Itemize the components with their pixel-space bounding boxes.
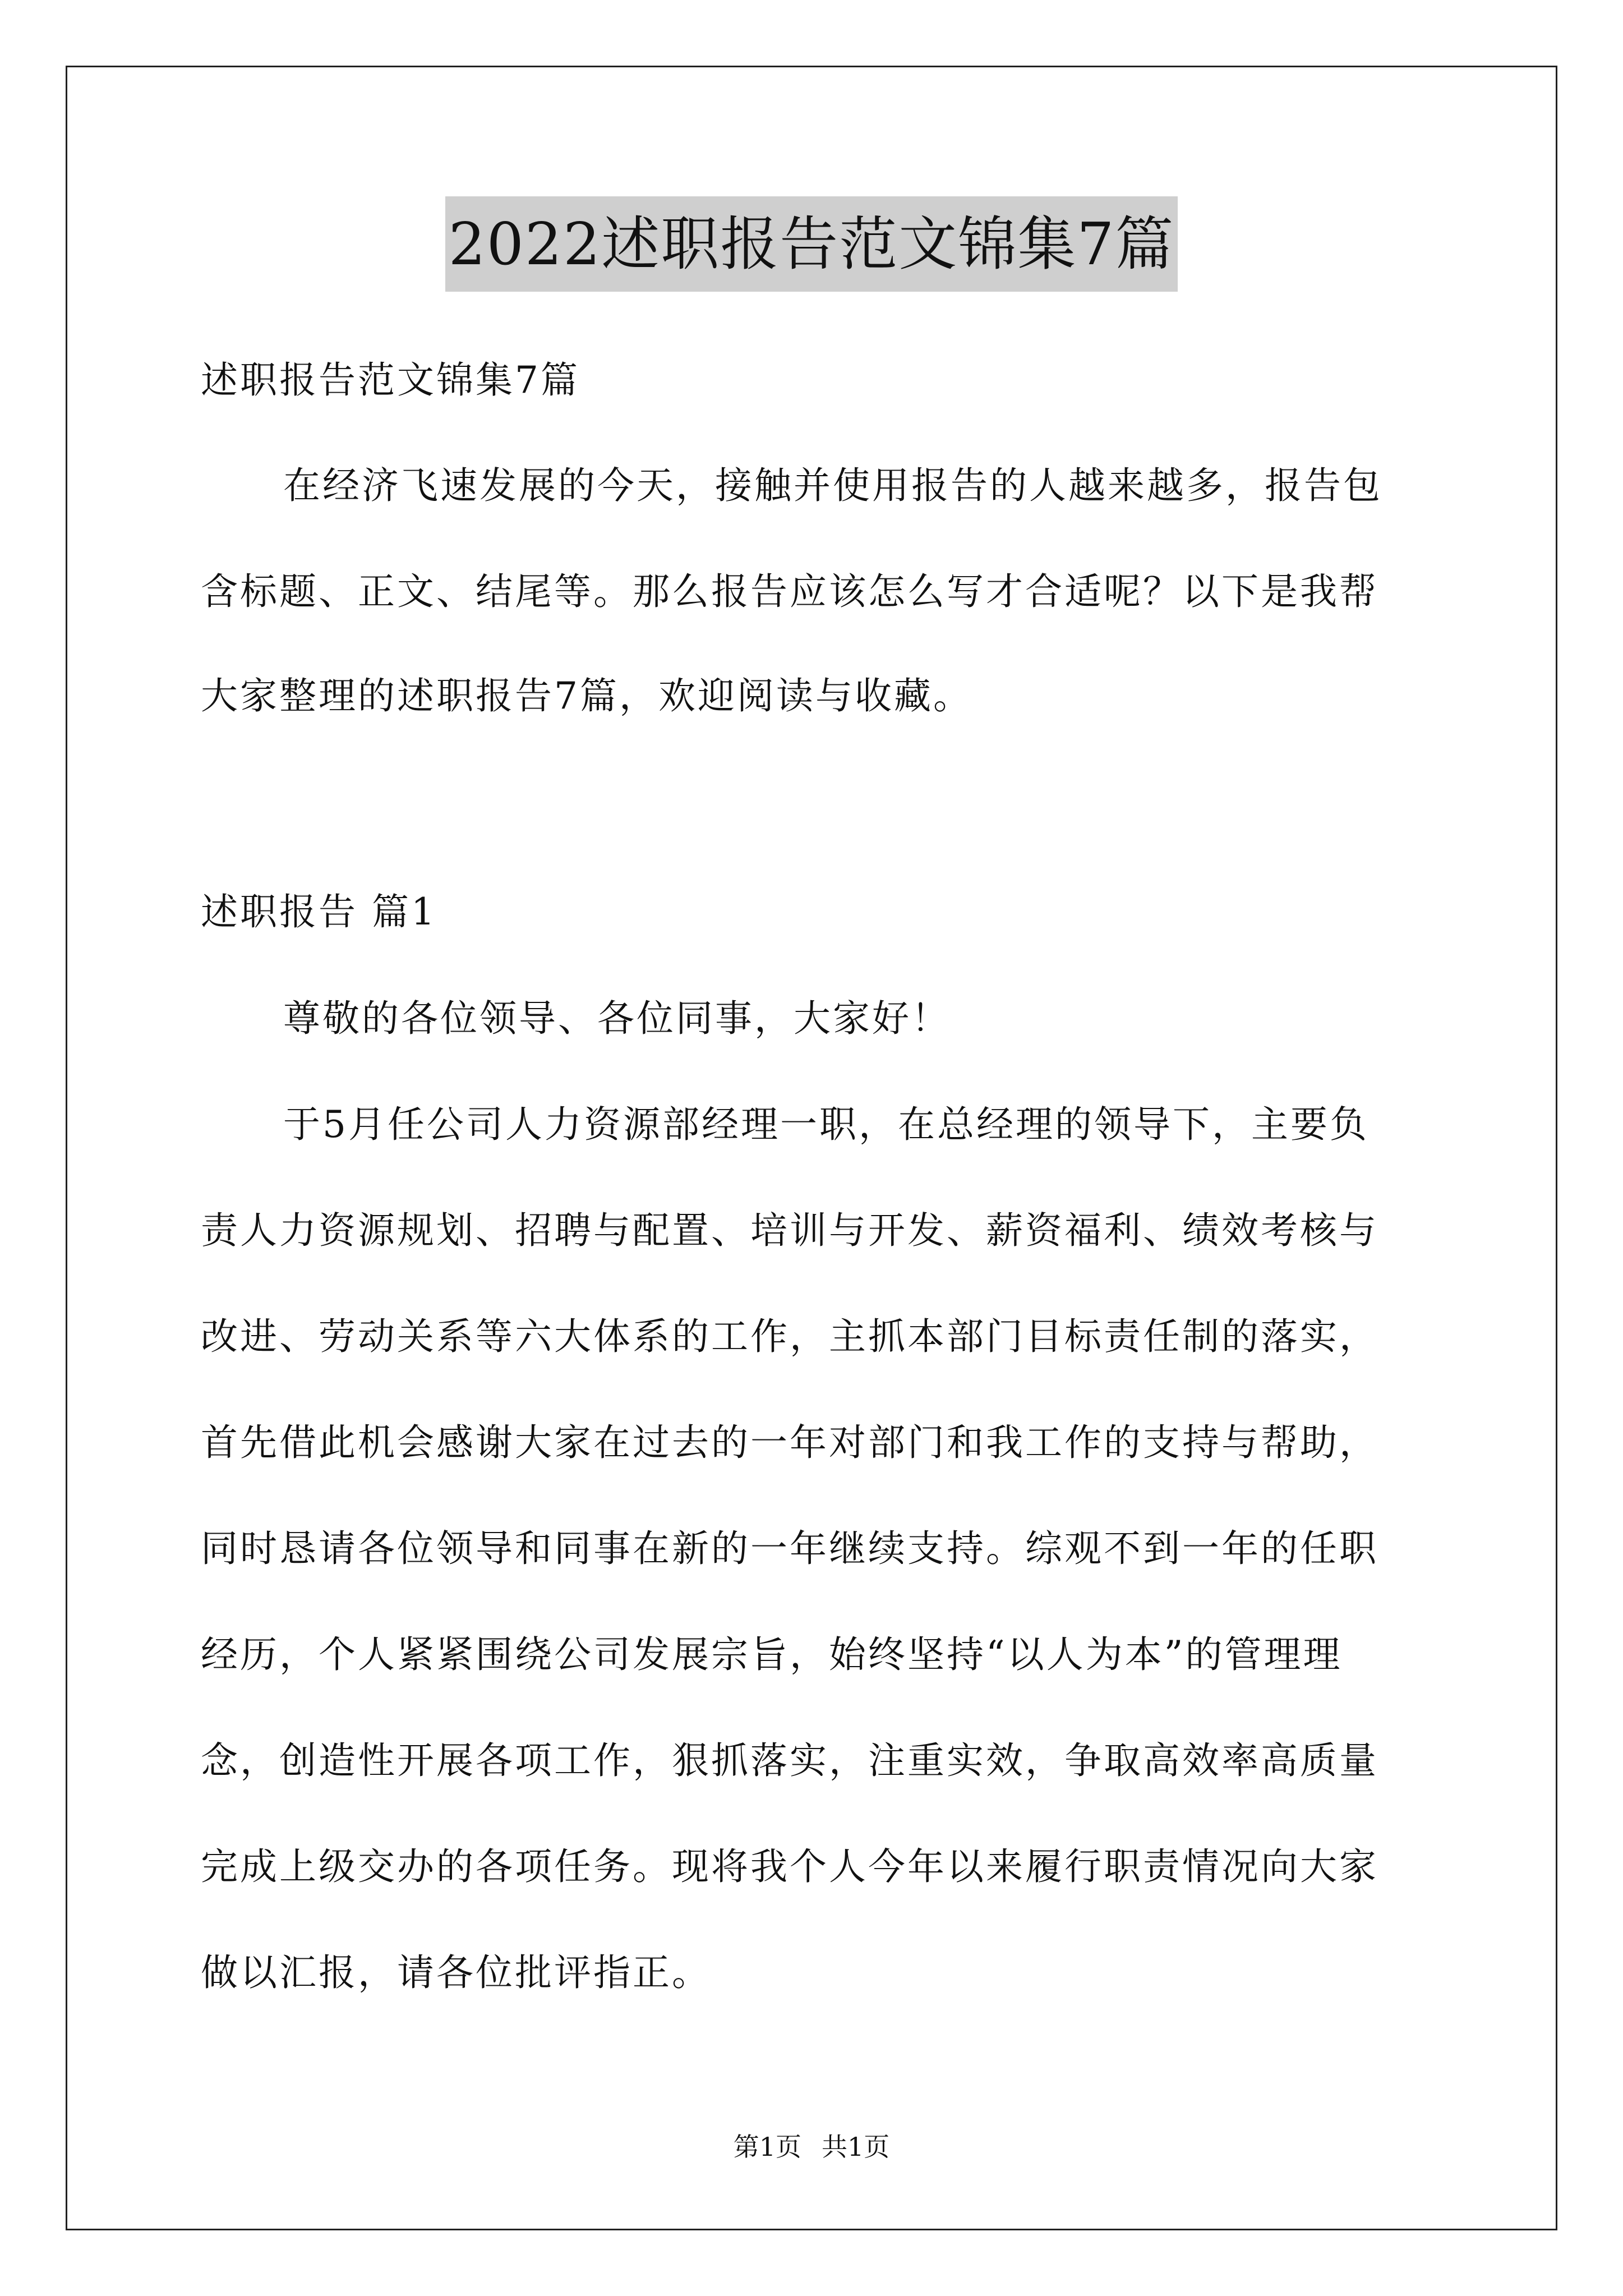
- body-line-2: 责人力资源规划、招聘与配置、培训与开发、薪资福利、绩效考核与: [201, 1209, 1378, 1252]
- page-number-total: 共1页: [822, 2132, 890, 2162]
- document-subtitle: 述职报告范文锦集7篇: [201, 358, 580, 402]
- body-line-6: 经历，个人紧紧围绕公司发展宗旨，始终坚持“以人为本”的管理理: [201, 1633, 1343, 1676]
- body-line-7: 念，创造性开展各项工作，狠抓落实，注重实效，争取高效率高质量: [201, 1739, 1378, 1782]
- intro-line-1: 在经济飞速发展的今天，接触并使用报告的人越来越多，报告包: [283, 464, 1382, 507]
- document-title: 2022述职报告范文锦集7篇: [445, 196, 1178, 292]
- page-number-current: 第1页: [733, 2132, 801, 2162]
- body-line-4: 首先借此机会感谢大家在过去的一年对部门和我工作的支持与帮助，: [201, 1421, 1378, 1464]
- title-container: [0, 196, 1623, 292]
- page-footer: [0, 2127, 1623, 2166]
- section-heading: 述职报告 篇1: [201, 890, 437, 933]
- intro-line-3: 大家整理的述职报告7篇，欢迎阅读与收藏。: [201, 674, 972, 717]
- body-line-1: 于5月任公司人力资源部经理一职，在总经理的领导下，主要负: [283, 1103, 1369, 1146]
- intro-line-2: 含标题、正文、结尾等。那么报告应该怎么写才合适呢？以下是我帮: [201, 570, 1378, 613]
- greeting-line: 尊敬的各位领导、各位同事，大家好！: [283, 997, 951, 1040]
- body-line-9: 做以汇报，请各位批评指正。: [201, 1951, 711, 1994]
- body-line-5: 同时恳请各位领导和同事在新的一年继续支持。综观不到一年的任职: [201, 1527, 1378, 1570]
- body-line-3: 改进、劳动关系等六大体系的工作，主抓本部门目标责任制的落实，: [201, 1315, 1378, 1358]
- body-line-8: 完成上级交办的各项任务。现将我个人今年以来履行职责情况向大家: [201, 1845, 1378, 1888]
